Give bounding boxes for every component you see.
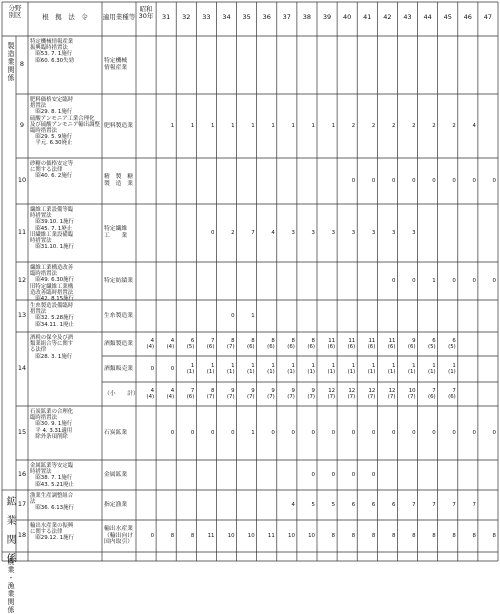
value-cell <box>419 230 436 237</box>
value-cell <box>177 313 194 320</box>
value-cell: 10 (7) <box>407 387 416 400</box>
value-cell <box>378 472 395 479</box>
value-cell <box>137 472 154 479</box>
value-cell: 3 <box>412 229 416 236</box>
value-cell <box>177 502 194 509</box>
law-name: 漁業生産調整組合 法 昭36. 6.13施行 <box>30 493 74 512</box>
value-cell <box>177 472 194 479</box>
year-header: 42 <box>383 13 392 21</box>
year-header: 45 <box>443 13 452 21</box>
value-cell: 0 <box>311 429 315 436</box>
value-cell: 1 <box>291 122 295 129</box>
law-name: 酒税の保全及び酒 類業組合等に関す る法律 昭28. 3. 1施行 <box>30 335 74 360</box>
industry-name: 輸出水産業 （輸出向け 国内取引） <box>104 526 133 546</box>
value-cell <box>217 62 234 69</box>
law-name: 砂糖の価格安定等 に関する法律 昭40. 6. 2施行 <box>30 161 74 180</box>
year-header: 41 <box>363 13 372 21</box>
value-cell: 3 <box>291 229 295 236</box>
value-cell: 0 <box>351 177 356 184</box>
year-header: 34 <box>222 13 231 21</box>
value-cell <box>157 502 174 509</box>
row-number: 14 <box>17 364 27 372</box>
year-header: 38 <box>302 13 312 21</box>
value-cell: 0 <box>331 429 336 436</box>
value-cell: 0 <box>211 429 215 436</box>
value-cell: 12 (7) <box>387 387 396 400</box>
value-cell <box>197 472 214 479</box>
value-cell: 7 (6) <box>448 387 456 400</box>
value-cell: 1 (1) <box>307 362 315 375</box>
value-cell: 2 <box>351 122 356 129</box>
value-cell: 2 <box>412 122 416 129</box>
industry-name: 生糸製造業 <box>104 312 133 319</box>
value-cell <box>258 178 275 185</box>
statistics-table <box>2 2 498 614</box>
value-cell: 4 <box>472 122 476 129</box>
value-cell <box>398 62 415 69</box>
value-cell: 10 <box>247 532 255 539</box>
value-cell: 0 <box>231 312 235 319</box>
value-cell: 7 <box>412 501 416 508</box>
value-cell: 0 <box>492 277 496 284</box>
value-cell: 1 <box>231 122 235 129</box>
value-cell: 9 (7) <box>226 387 235 400</box>
value-cell <box>318 62 335 69</box>
row-number: 10 <box>17 176 27 184</box>
value-cell: 8 <box>472 532 476 539</box>
value-cell <box>479 230 496 237</box>
value-cell: 1 <box>251 429 255 436</box>
value-cell: 1 (1) <box>186 362 195 375</box>
value-cell: 0 <box>432 177 436 184</box>
value-cell: 0 <box>331 471 336 478</box>
value-cell <box>197 278 214 285</box>
value-cell <box>459 313 476 320</box>
value-cell <box>258 313 275 320</box>
value-cell: 9 (7) <box>287 387 295 400</box>
value-cell: 8 (6) <box>247 337 255 350</box>
value-cell <box>298 278 315 285</box>
value-cell: 4 (4) <box>166 387 175 400</box>
value-cell <box>459 62 476 69</box>
law-name: 繊維工業設備等臨 時措置法 昭39.10. 1施行 昭45. 7. 1廃止 旧繊維工業設備臨 時措置法 昭31.10. 1施行 <box>30 207 74 251</box>
value-cell: 2 <box>432 122 436 129</box>
law-name: 肥料価格安定臨時 措置法 昭29. 8. 1施行 硫酸アンモニア工業合理化 及び硫酸アンモニア輸出調整 臨時措置法 昭29. 5. 9施行 平元. 6.30廃止 <box>30 97 100 147</box>
value-cell: 12 (7) <box>367 387 376 400</box>
value-cell: 0 <box>392 277 396 284</box>
law-name: 金属鉱業等安定臨 時措置法 昭38. 7. 1施行 昭43. 5.21廃止 <box>30 463 74 488</box>
value-cell: 0 <box>211 229 215 236</box>
value-cell: 8 <box>492 532 496 539</box>
value-cell: 10 <box>227 532 235 539</box>
value-cell: 9 (7) <box>267 387 275 400</box>
value-cell: 11 (6) <box>327 337 336 350</box>
value-cell: 2 <box>371 122 376 129</box>
value-cell <box>238 178 255 185</box>
value-cell: 0 <box>371 177 376 184</box>
value-cell <box>197 178 214 185</box>
row-number: 16 <box>17 470 27 478</box>
value-cell <box>258 472 275 479</box>
value-cell <box>177 178 194 185</box>
value-cell <box>459 391 476 398</box>
value-cell <box>479 62 496 69</box>
year-header: 39 <box>322 13 332 21</box>
value-cell: 0 <box>492 177 496 184</box>
value-cell <box>338 62 355 69</box>
value-cell <box>137 313 154 320</box>
group-label: 農業・漁業関係 <box>7 558 15 614</box>
value-cell <box>137 178 154 185</box>
value-cell: 11 <box>267 532 275 539</box>
value-cell: 1 (1) <box>287 362 295 375</box>
value-cell: 0 <box>371 471 376 478</box>
value-cell: 0 <box>452 177 456 184</box>
value-cell: 3 <box>311 229 315 236</box>
value-cell: 8 <box>190 532 195 539</box>
row-number: 18 <box>17 531 27 539</box>
value-cell: 8 <box>170 532 175 539</box>
value-cell <box>419 313 436 320</box>
value-cell: 2 <box>452 122 456 129</box>
law-name: 生糸製造設備臨時 措置法 昭32. 5.28施行 昭34.11. 1廃止 <box>30 303 74 328</box>
industry-name: 特定機械 情報産業 <box>104 58 128 71</box>
value-cell <box>278 62 295 69</box>
value-cell: 0 <box>472 277 476 284</box>
value-cell: 7 (6) <box>206 337 215 350</box>
industry-header: 適用業種等 <box>102 13 136 21</box>
value-cell: 6 (5) <box>448 337 456 350</box>
value-cell <box>137 230 154 237</box>
value-cell <box>238 472 255 479</box>
value-cell: 1 <box>311 122 315 129</box>
value-cell: 0 <box>271 429 275 436</box>
value-cell: 0 <box>412 177 416 184</box>
year-header: 35 <box>242 13 251 21</box>
value-cell: 8 (6) <box>307 337 315 350</box>
value-cell: 1 (1) <box>267 362 275 375</box>
value-cell <box>157 472 174 479</box>
value-cell <box>217 472 234 479</box>
value-cell: 1 (1) <box>226 362 235 375</box>
row-number: 11 <box>17 228 27 236</box>
value-cell <box>217 502 234 509</box>
value-cell <box>439 62 456 69</box>
row-number: 15 <box>17 428 27 436</box>
value-cell: 3 <box>392 229 396 236</box>
value-cell: 9 (7) <box>307 387 315 400</box>
value-cell: 0 <box>412 429 416 436</box>
value-cell <box>358 313 375 320</box>
industry-name: 酒類製造業 <box>104 340 133 347</box>
group-label: 鉱業関係 <box>4 496 15 572</box>
value-cell <box>157 178 174 185</box>
year-header: 40 <box>343 13 352 21</box>
value-cell: 5 <box>331 501 336 508</box>
value-cell <box>157 313 174 320</box>
value-cell: 5 <box>311 501 315 508</box>
value-cell <box>278 278 295 285</box>
row-number: 17 <box>17 500 27 508</box>
value-cell: 11 (6) <box>367 337 376 350</box>
industry-name: 石炭鉱業 <box>104 429 128 436</box>
value-cell <box>439 230 456 237</box>
value-cell <box>479 313 496 320</box>
value-cell: 1 (1) <box>327 362 336 375</box>
value-cell: 0 <box>472 429 476 436</box>
value-cell: 0 <box>150 532 155 539</box>
year-header: 31 <box>162 13 171 21</box>
value-cell: 6 <box>392 501 396 508</box>
value-cell: 0 <box>231 429 235 436</box>
law-name: 石炭鉱業の合理化 臨時措置法 昭30. 9. 1施行 平 4. 3.31適用 除外条項削除 <box>30 409 74 440</box>
value-cell: 7 <box>472 501 476 508</box>
row-number: 9 <box>19 121 25 129</box>
value-cell <box>358 62 375 69</box>
value-cell: 0 <box>392 429 396 436</box>
value-cell <box>137 278 154 285</box>
value-cell: 1 <box>251 122 255 129</box>
value-cell <box>358 278 375 285</box>
value-cell: 0 <box>412 277 416 284</box>
value-cell: 11 (6) <box>347 337 356 350</box>
value-cell: 8 <box>371 532 376 539</box>
value-cell: 7 <box>452 501 456 508</box>
row-number: 8 <box>19 60 25 68</box>
value-cell <box>197 62 214 69</box>
value-cell: 8 <box>392 532 396 539</box>
value-cell: 1 <box>190 122 195 129</box>
industry-name: 特定繊維 工 業 <box>104 226 128 239</box>
value-cell: 8 <box>331 532 336 539</box>
year-header: 46 <box>463 13 472 21</box>
value-cell: 6 <box>351 501 356 508</box>
value-cell: 1 (1) <box>407 362 416 375</box>
value-cell <box>419 62 436 69</box>
value-cell: 8 (7) <box>226 337 235 350</box>
value-cell: 3 <box>351 229 356 236</box>
value-cell <box>479 123 496 130</box>
field-header: 分野 別区 <box>8 4 22 19</box>
value-cell <box>137 430 154 437</box>
value-cell <box>479 341 496 348</box>
value-cell: 1 <box>251 312 255 319</box>
value-cell <box>459 341 476 348</box>
value-cell: 7 (6) <box>186 387 195 400</box>
value-cell: 7 <box>432 501 436 508</box>
value-cell: 6 <box>371 501 376 508</box>
value-cell: 10 <box>288 532 295 539</box>
value-cell <box>137 502 154 509</box>
value-cell: 8 <box>351 532 356 539</box>
value-cell <box>258 62 275 69</box>
year-header: 43 <box>403 13 412 21</box>
value-cell <box>378 313 395 320</box>
law-name: 繊維工業構造改善 臨時措置法 昭49. 6.30施行 旧特定繊維工業構 造改善臨時措置法 昭42. 8.15施行 <box>30 265 74 303</box>
value-cell: 1 <box>211 122 215 129</box>
industry-name: 特定紡績業 <box>104 277 133 284</box>
year-header: 44 <box>423 13 432 21</box>
value-cell: 0 <box>150 365 155 372</box>
value-cell: 2 <box>392 122 396 129</box>
value-cell: 8 (7) <box>206 387 215 400</box>
value-cell <box>298 62 315 69</box>
value-cell: 1 (1) <box>206 362 215 375</box>
value-cell: 0 <box>170 365 175 372</box>
value-cell: 7 <box>251 229 255 236</box>
value-cell <box>278 472 295 479</box>
value-cell <box>298 313 315 320</box>
value-cell: 0 <box>472 177 476 184</box>
value-cell: 2 <box>231 229 235 236</box>
value-cell <box>157 230 174 237</box>
value-cell <box>278 178 295 185</box>
row-number: 12 <box>17 276 27 284</box>
year-header: 36 <box>262 13 271 21</box>
value-cell <box>479 472 496 479</box>
value-cell <box>459 472 476 479</box>
value-cell <box>479 366 496 373</box>
value-cell: 8 <box>452 532 456 539</box>
law-name: 特定機械情報産業 振興臨時措置法 昭53. 7. 1施行 昭60. 6.30失効 <box>30 39 74 64</box>
value-cell: 8 (6) <box>287 337 295 350</box>
value-cell <box>157 62 174 69</box>
industry-name: 酒類販売業 <box>104 365 133 372</box>
value-cell <box>177 62 194 69</box>
value-cell: 0 <box>351 471 356 478</box>
value-cell: 12 (7) <box>327 387 336 400</box>
value-cell <box>217 178 234 185</box>
value-cell <box>439 472 456 479</box>
value-cell: 1 <box>432 277 436 284</box>
value-cell: 8 <box>432 532 436 539</box>
group-label: 製造業関係 <box>7 42 15 82</box>
value-cell <box>217 278 234 285</box>
value-cell <box>479 391 496 398</box>
value-cell <box>398 472 415 479</box>
value-cell: 12 (7) <box>347 387 356 400</box>
value-cell: 0 <box>392 177 396 184</box>
value-cell: 8 (6) <box>267 337 275 350</box>
value-cell: 6 (5) <box>428 337 436 350</box>
value-cell <box>459 230 476 237</box>
value-cell: 1 (1) <box>367 362 376 375</box>
value-cell: 8 <box>412 532 416 539</box>
industry-name: 肥料製造業 <box>104 122 133 129</box>
value-cell <box>419 472 436 479</box>
value-cell: 9 (7) <box>247 387 255 400</box>
value-cell <box>157 278 174 285</box>
value-cell <box>177 278 194 285</box>
law-header: 根 拠 法 令 <box>42 13 88 21</box>
value-cell: 0 <box>452 429 456 436</box>
value-cell <box>137 123 154 130</box>
value-cell: 4 (4) <box>166 337 175 350</box>
value-cell <box>338 278 355 285</box>
value-cell <box>258 278 275 285</box>
value-cell <box>197 313 214 320</box>
value-cell <box>238 62 255 69</box>
value-cell <box>238 278 255 285</box>
value-cell <box>278 313 295 320</box>
year-header: 32 <box>182 13 191 21</box>
value-cell: 1 (1) <box>387 362 396 375</box>
value-cell <box>258 502 275 509</box>
value-cell: 4 <box>271 229 275 236</box>
value-cell: 4 <box>291 501 295 508</box>
year-header: 47 <box>483 13 493 21</box>
value-cell: 1 (1) <box>247 362 255 375</box>
value-cell: 0 <box>291 429 295 436</box>
value-cell: 0 <box>351 429 356 436</box>
industry-name: （小 計） <box>104 390 139 397</box>
value-cell: 1 (1) <box>448 362 456 375</box>
value-cell: 11 (6) <box>387 337 396 350</box>
value-cell: 10 <box>308 532 315 539</box>
industry-name: 金属鉱業 <box>104 471 128 478</box>
value-cell: 1 <box>271 122 275 129</box>
value-cell: 0 <box>311 471 315 478</box>
value-cell: 0 <box>170 429 175 436</box>
value-cell: 4 (4) <box>146 337 155 350</box>
value-cell: 1 (1) <box>428 362 436 375</box>
value-cell: 1 <box>331 122 336 129</box>
value-cell: 1 (1) <box>347 362 356 375</box>
value-cell: 7 (6) <box>428 387 436 400</box>
value-cell: 4 (4) <box>146 387 155 400</box>
value-cell <box>318 178 335 185</box>
value-cell <box>238 502 255 509</box>
value-cell <box>318 313 335 320</box>
value-cell <box>479 502 496 509</box>
row-number: 13 <box>17 311 27 319</box>
value-cell: 0 <box>452 277 456 284</box>
year-header: 昭和 30年 <box>138 5 154 20</box>
value-cell <box>197 502 214 509</box>
value-cell <box>398 313 415 320</box>
value-cell <box>137 62 154 69</box>
value-cell: 3 <box>331 229 336 236</box>
value-cell: 1 <box>170 122 175 129</box>
value-cell: 9 (6) <box>407 337 416 350</box>
value-cell: 0 <box>492 429 496 436</box>
law-name: 輸出水産業の振興 に関する法律 昭29.12. 1施行 <box>30 523 74 542</box>
industry-name: 指定漁業 <box>104 501 128 508</box>
value-cell <box>177 230 194 237</box>
value-cell <box>378 62 395 69</box>
value-cell <box>459 366 476 373</box>
industry-name: 精 製 糖 製 造 業 <box>104 174 133 187</box>
value-cell: 0 <box>190 429 195 436</box>
value-cell <box>318 278 335 285</box>
year-header: 37 <box>282 13 291 21</box>
value-cell <box>338 313 355 320</box>
year-header: 33 <box>202 13 211 21</box>
value-cell: 6 (5) <box>186 337 195 350</box>
value-cell: 0 <box>371 429 376 436</box>
value-cell: 11 <box>207 532 215 539</box>
value-cell: 3 <box>371 229 376 236</box>
value-cell: 0 <box>432 429 436 436</box>
value-cell <box>439 313 456 320</box>
value-cell <box>298 178 315 185</box>
